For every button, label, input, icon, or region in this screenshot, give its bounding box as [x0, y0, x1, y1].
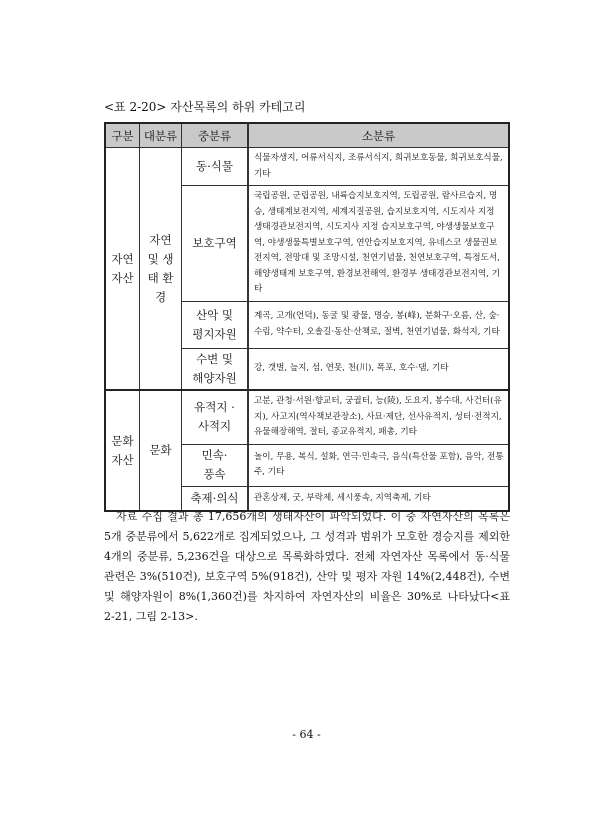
sub-cell: 고분, 관청·서원·향교터, 궁궐터, 능(陵), 도요지, 봉수대, 사건터(유지), 사고지(역사책보관장소), 사묘·제단, 선사유적지, 성터·전적지, 유물해장해역, 절터, 종교유적지, 패총, 기타	[248, 390, 509, 444]
major-cell: 문화	[140, 390, 182, 511]
mid-cell: 유적지 ·사적지	[182, 390, 249, 444]
sub-cell: 식물자생지, 어류서식지, 조류서식지, 희귀보호동물, 희귀보호식물, 기타	[248, 148, 509, 186]
asset-category-table	[104, 122, 510, 512]
major-cell: 자연 및 생태 환경	[140, 148, 182, 391]
sub-cell: 관혼상제, 굿, 부락제, 세시풍속, 지역축제, 기타	[248, 486, 509, 511]
header-cell: 소분류	[248, 123, 509, 148]
sub-cell: 계곡, 고개(언덕), 동굴 및 광물, 명승, 봉(峰), 분화구·오름, 산, 숲·수림, 약수터, 오솔길·동산·산책로, 절벽, 천연기념물, 화석지, 기타	[248, 301, 509, 348]
body-paragraph: 자료 수집 결과 총 17,656개의 생태자산이 파악되었다. 이 중 자연자산의 목록은 5개 중분류에서 5,622개로 집계되었으나, 그 성격과 범위가 모호한 경승지를 제외한 4개의 중분류, 5,236건을 대상으로 목록화하였다. 전체 자연자산 목록에서 동·식물 관련은 3%(510건), 보호구역 5%(918건), 산악 및 평자 자원 14%(2,448건), 수변 및 해양자원이 8%(1,360건)를 차지하여 자연자산의 비율은 30%로 나타났다<표 2-21, 그림 2-13>.	[104, 510, 510, 623]
sub-cell: 강, 갯벌, 늪지, 섬, 연못, 천(川), 폭포, 호수·댐, 기타	[248, 348, 509, 390]
mid-cell: 동·식물	[182, 148, 249, 186]
mid-cell: 산악 및 평지자원	[182, 301, 249, 348]
category-cell: 자연 자산	[105, 148, 140, 391]
sub-cell: 놀이, 무용, 복식, 설화, 연극·민속극, 음식(특산물 포함), 음악, 전통주, 기타	[248, 444, 509, 486]
mid-cell: 축제·의식	[182, 486, 249, 511]
mid-cell: 보호구역	[182, 186, 249, 302]
table-row	[105, 390, 509, 444]
table-caption: <표 2-20> 자산목록의 하위 카테고리	[104, 100, 306, 114]
header-cell: 구분	[105, 123, 140, 148]
table-row	[105, 148, 509, 186]
header-cell: 중분류	[182, 123, 249, 148]
mid-cell: 민속· 풍속	[182, 444, 249, 486]
table-header-row	[105, 123, 509, 148]
mid-cell: 수변 및 해양자원	[182, 348, 249, 390]
category-cell: 문화 자산	[105, 390, 140, 511]
sub-cell: 국립공원, 군립공원, 내륙습지보호지역, 도립공원, 람사르습지, 명승, 생태계보전지역, 세계지질공원, 습지보호지역, 시도지사 지정 생태경관보전지역, 시도지사 지정 습지보호구역, 야생생물보호구역, 야생생물특별보호구역, 연안습지보호지역, 유네스코 생물권보전지역, 전망대 및 조망시설, 천연기념물, 천연보호구역, 특정도서, 해양생태계 보호구역, 환경보전해역, 환경부 생태경관보전지역, 기타	[248, 186, 509, 302]
header-cell: 대분류	[140, 123, 182, 148]
page-number: - 64 -	[292, 728, 321, 741]
